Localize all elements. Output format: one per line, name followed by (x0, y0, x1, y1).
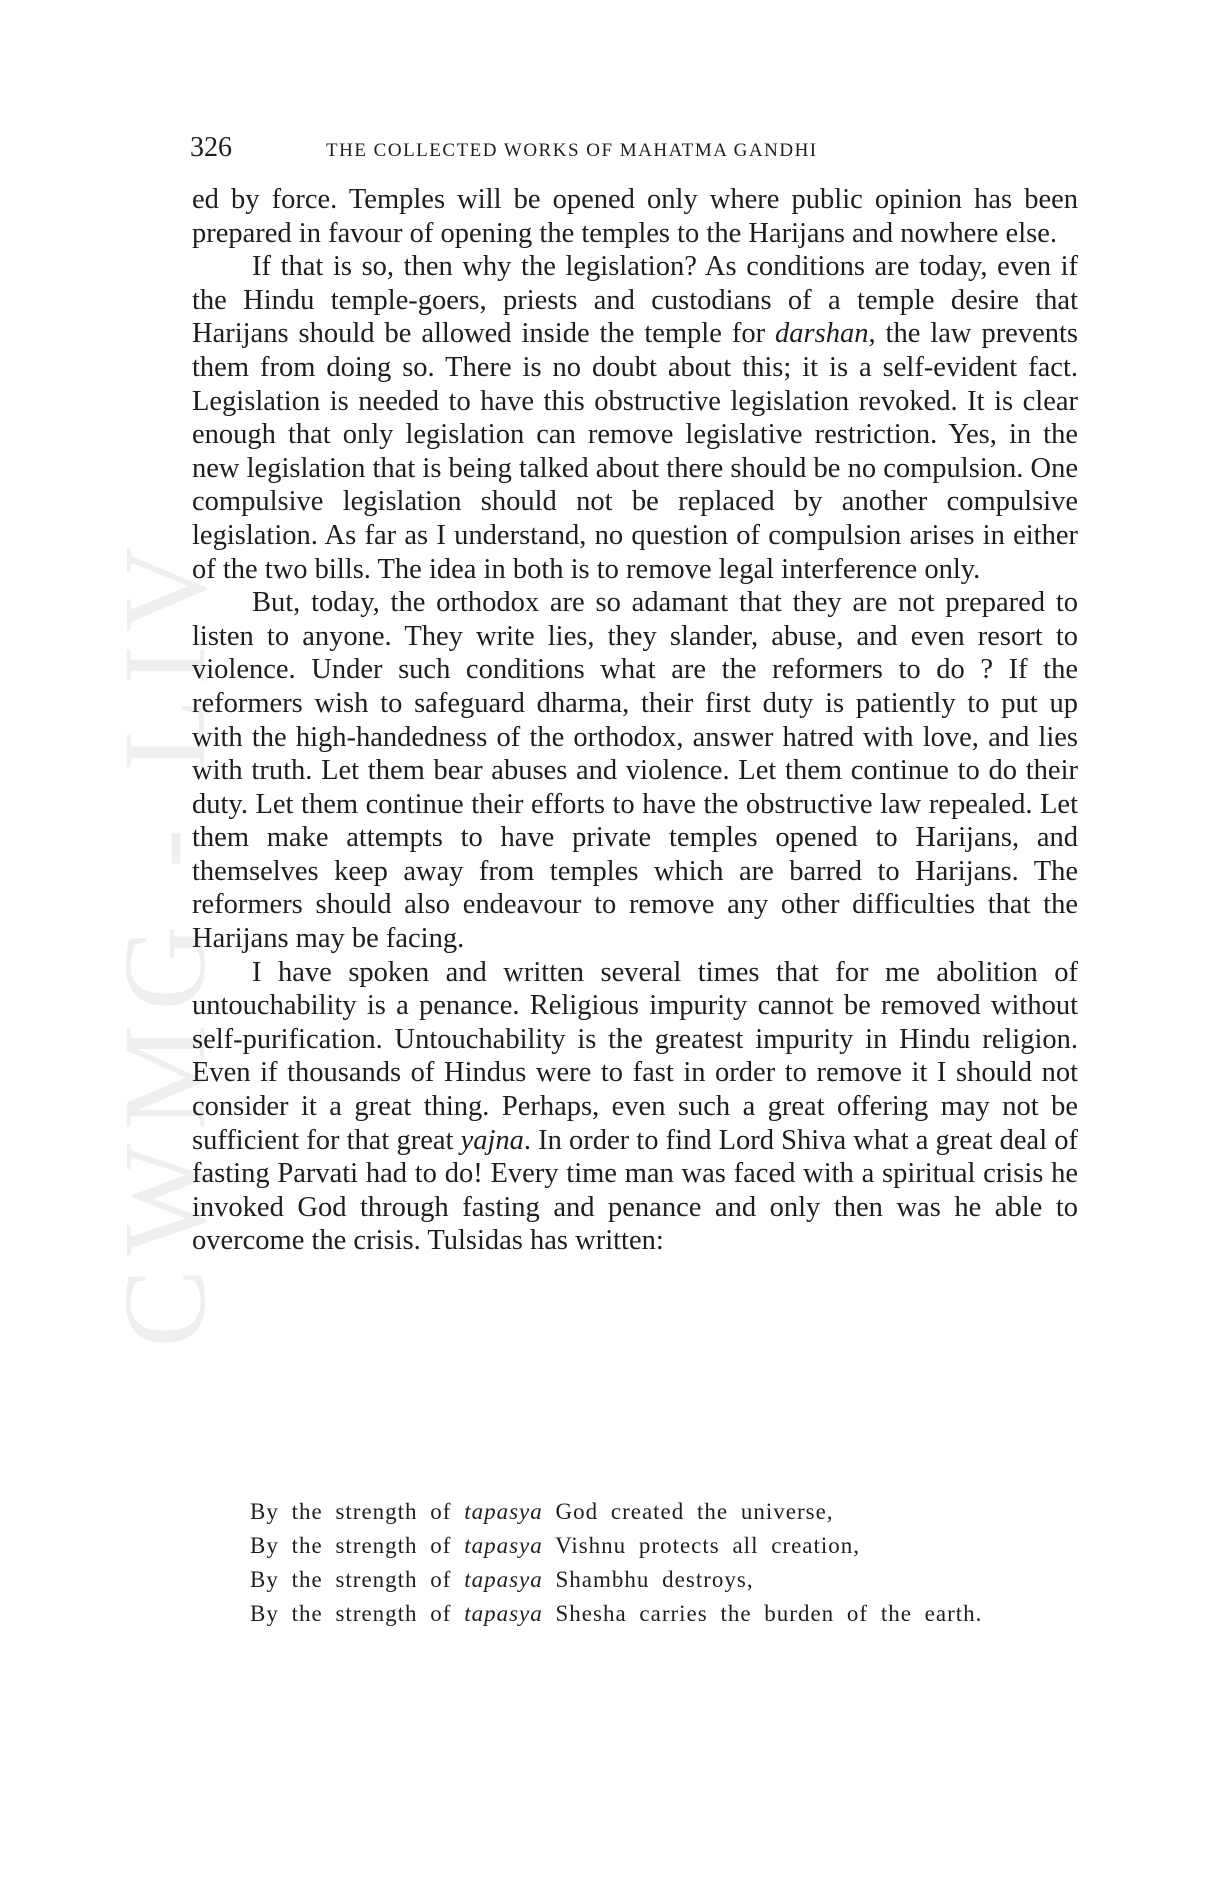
italic-term: tapasya (464, 1533, 543, 1558)
paragraph (192, 586, 1078, 956)
body-text (192, 183, 1078, 1258)
verse-line (250, 1597, 1050, 1631)
paragraph-text: ed by force. Temples will be opened only where public opinion has been prepared in favour of opening the temples to the Harijans and nowhere else. (192, 184, 1078, 249)
verse-text: By the strength of (250, 1567, 465, 1592)
verse-quotation (250, 1495, 1050, 1631)
italic-term: tapasya (464, 1601, 543, 1626)
verse-text: Vishnu protects all creation, (542, 1533, 861, 1558)
italic-term: darshan (775, 318, 869, 350)
paragraph-text: . In order to find Lord Shiva what a great deal of fasting Parvati had to do! Every time man was faced with a spiritual crisis he invoked God through fasting and penance and only then was he able to overcome the crisis. Tulsidas has written: (192, 1124, 1078, 1257)
page-number: 326 (190, 132, 232, 163)
verse-text: God created the universe, (542, 1499, 834, 1524)
paragraph-text: But, today, the orthodox are so adamant that they are not prepared to listen to anyone. They write lies, they slander, abuse, and even resort to violence. Under such conditions what are the reformers to do ? If the reformers wish to safeguard dharma, their first duty is patiently to put up with the high-handedness of the orthodox, answer hatred with love, and lies with truth. Let them bear abuses and violence. Let them continue to do their duty. Let them continue their efforts to have the obstructive law repealed. Let them make attempts to have private temples opened to Harijans, and themselves keep away from temples which are barred to Harijans. The reformers should also endeavour to remove any other difficulties that the Harijans may be facing. (192, 587, 1078, 955)
italic-term: tapasya (464, 1499, 543, 1524)
page-header (190, 128, 1080, 168)
verse-text: By the strength of (250, 1499, 465, 1524)
verse-text: Shesha carries the burden of the earth. (542, 1601, 983, 1626)
italic-term: yajna (460, 1124, 524, 1156)
verse-line (250, 1529, 1050, 1563)
paragraph-text: I have spoken and written several times that for me abolition of untouchability is a penance. Religious impurity cannot be removed without self-purification. Untouchability is the greatest impurity in Hindu religion. Even if thousands of Hindus were to fast in order to remove it I should not consider it a great thing. Perhaps, even such a great offering may not be sufficient for that great (192, 956, 1078, 1156)
italic-term: tapasya (464, 1567, 543, 1592)
paragraph (192, 183, 1078, 250)
watermark-text: CWMG - LIV (99, 532, 230, 1348)
verse-text: By the strength of (250, 1533, 465, 1558)
verse-line (250, 1495, 1050, 1529)
paragraph (192, 956, 1078, 1258)
running-head: THE COLLECTED WORKS OF MAHATMA GANDHI (326, 140, 818, 161)
paragraph (192, 250, 1078, 586)
paragraph-text: If that is so, then why the legislation? As conditions are today, even if the Hindu temple-goers, priests and custodians of a temple desire that Harijans should be allowed inside the temple for (192, 251, 1078, 350)
verse-text: By the strength of (250, 1601, 465, 1626)
paragraph-text: , the law prevents them from doing so. There is no doubt about this; it is a self-evident fact. Legislation is needed to have this obstructive legislation revoked. It is clear enough that only legislation can remove legislative restriction. Yes, in the new legislation that is being talked about there should be no compulsion. One compulsive legislation should not be replaced by another compulsive legislation. As far as I understand, no question of compulsion arises in either of the two bills. The idea in both is to remove legal interference only. (192, 318, 1078, 585)
verse-line (250, 1563, 1050, 1597)
verse-text: Shambhu destroys, (542, 1567, 754, 1592)
